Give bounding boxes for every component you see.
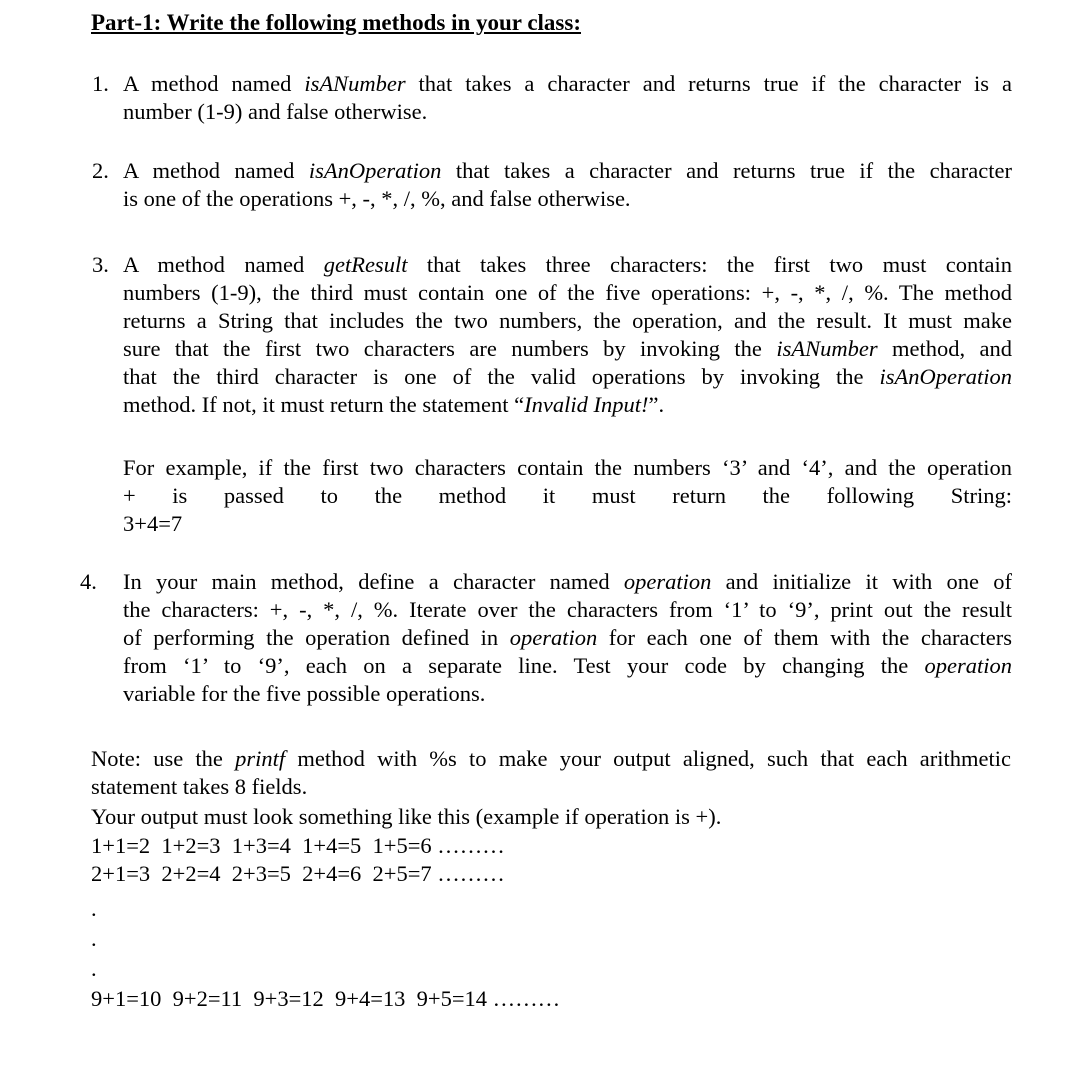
text-line: of performing the operation defined in operation for each one of them with the characters (123, 625, 1013, 650)
text-line: + is passed to the method it must return the following String: (123, 483, 1012, 508)
ellipsis-dot-3: . (91, 956, 97, 981)
text-line: For example, if the first two characters contain the numbers ‘3’ and ‘4’, and the operation (123, 455, 1012, 480)
italic-term: Invalid Input! (524, 392, 649, 417)
list-number: 2. (92, 158, 109, 183)
output-row-9: 9+1=10 9+2=11 9+3=12 9+4=13 9+5=14 ……… (91, 986, 561, 1011)
list-item-3 (92, 251, 1012, 551)
part-title: Part-1: Write the following methods in your class: (91, 10, 581, 35)
list-item-2 (92, 157, 1012, 217)
text-line: Note: use the printf method with %s to make your output aligned, such that each arithmetic (91, 746, 1012, 771)
list-item-text (123, 70, 1012, 126)
text-line: returns a String that includes the two numbers, the operation, and the result. It must make (123, 308, 1012, 333)
list-item-text (123, 568, 1012, 708)
italic-term: isANumber (304, 71, 406, 96)
list-item-text (123, 251, 1012, 419)
list-number: 3. (92, 252, 109, 277)
text-line: method. If not, it must return the statement “Invalid Input!”. (123, 392, 665, 417)
italic-term: operation (924, 653, 1012, 678)
output-intro: Your output must look something like this (example if operation is +). (91, 804, 722, 829)
list-item-text (123, 157, 1012, 213)
text-line: variable for the five possible operations. (123, 681, 486, 706)
list-item-4 (80, 568, 1013, 718)
italic-term: operation (623, 569, 712, 594)
italic-term: getResult (323, 252, 408, 277)
note-text (91, 745, 1011, 801)
text-line: A method named getResult that takes three characters: the first two must contain (123, 252, 1012, 277)
text-line: from ‘1’ to ‘9’, each on a separate line. Test your code by changing the operation (123, 653, 1012, 678)
output-row-2: 2+1=3 2+2=4 2+3=5 2+4=6 2+5=7 ……… (91, 861, 505, 886)
text-line: that the third character is one of the valid operations by invoking the isAnOperation (123, 364, 1012, 389)
list-number: 1. (92, 71, 109, 96)
text-line: number (1-9) and false otherwise. (123, 99, 428, 124)
output-row-1: 1+1=2 1+2=3 1+3=4 1+4=5 1+5=6 ……… (91, 833, 505, 858)
text-line: the characters: +, -, *, /, %. Iterate over the characters from ‘1’ to ‘9’, print out the result (123, 597, 1012, 622)
italic-term: operation (509, 625, 598, 650)
text-line: numbers (1-9), the third must contain one of the five operations: +, -, *, /, %. The method (123, 280, 1012, 305)
italic-term: isANumber (776, 336, 878, 361)
italic-term: isAnOperation (308, 158, 442, 183)
list-number: 4. (80, 569, 97, 594)
text-line: sure that the first two characters are numbers by invoking the isANumber method, and (123, 336, 1012, 361)
ellipsis-dot-2: . (91, 926, 97, 951)
example-text (123, 454, 1012, 538)
italic-term: printf (235, 746, 286, 771)
list-item-1 (92, 70, 1012, 130)
italic-term: isAnOperation (879, 364, 1012, 389)
text-line: In your main method, define a character named operation and initialize it with one of (123, 569, 1013, 594)
text-line: A method named isANumber that takes a character and returns true if the character is a (123, 71, 1012, 96)
text-line: 3+4=7 (123, 511, 183, 536)
ellipsis-dot-1: . (91, 896, 97, 921)
text-line: statement takes 8 fields. (91, 774, 308, 799)
text-line: A method named isAnOperation that takes a character and returns true if the character (123, 158, 1012, 183)
text-line: is one of the operations +, -, *, /, %, and false otherwise. (123, 186, 631, 211)
